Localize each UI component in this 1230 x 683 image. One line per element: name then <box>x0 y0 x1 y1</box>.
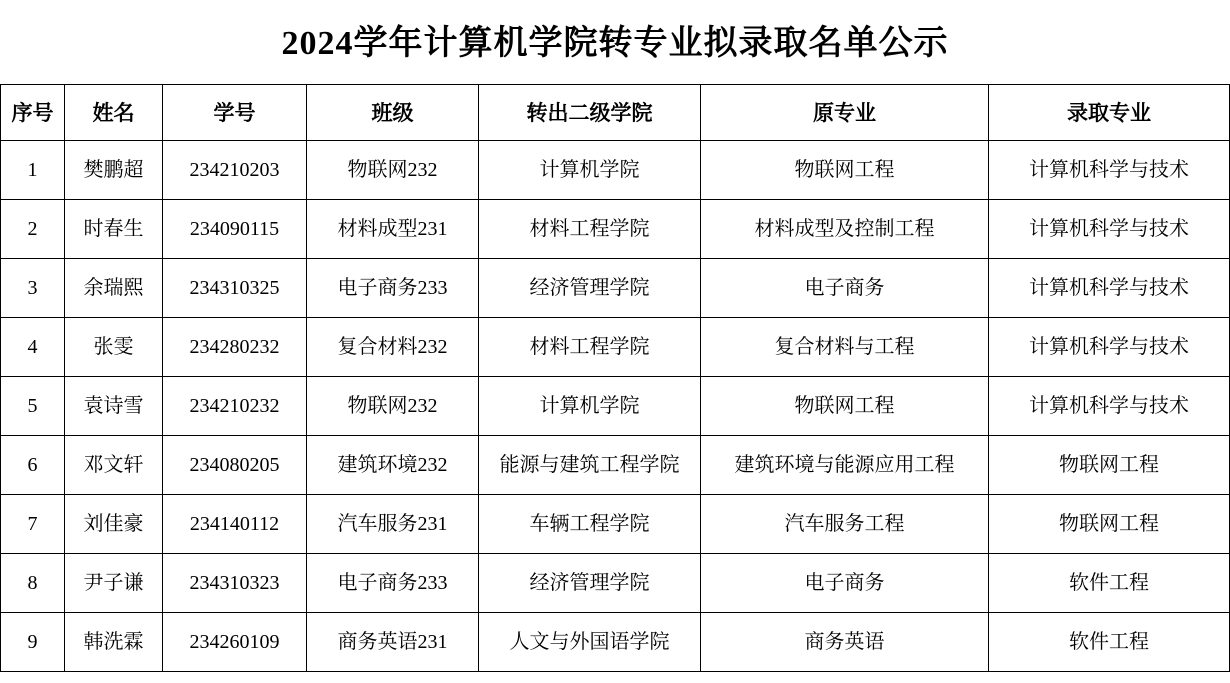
cell-index: 9 <box>1 613 65 672</box>
cell-class: 材料成型231 <box>307 200 479 259</box>
cell-from-college: 计算机学院 <box>479 377 701 436</box>
cell-student-id: 234210232 <box>163 377 307 436</box>
table-row <box>1 318 1230 377</box>
cell-class: 物联网232 <box>307 141 479 200</box>
cell-admitted-major: 计算机科学与技术 <box>989 141 1230 200</box>
cell-index: 4 <box>1 318 65 377</box>
cell-name: 刘佳豪 <box>65 495 163 554</box>
cell-name: 尹子谦 <box>65 554 163 613</box>
cell-index: 6 <box>1 436 65 495</box>
cell-admitted-major: 计算机科学与技术 <box>989 200 1230 259</box>
cell-class: 物联网232 <box>307 377 479 436</box>
cell-name: 樊鹏超 <box>65 141 163 200</box>
table-row <box>1 141 1230 200</box>
cell-student-id: 234080205 <box>163 436 307 495</box>
table-header <box>1 85 1230 141</box>
cell-original-major: 商务英语 <box>701 613 989 672</box>
cell-index: 7 <box>1 495 65 554</box>
cell-index: 3 <box>1 259 65 318</box>
cell-original-major: 材料成型及控制工程 <box>701 200 989 259</box>
table-row <box>1 495 1230 554</box>
column-header-student-id: 学号 <box>163 85 307 141</box>
table-row <box>1 259 1230 318</box>
cell-admitted-major: 物联网工程 <box>989 436 1230 495</box>
cell-name: 张雯 <box>65 318 163 377</box>
cell-name: 韩洗霖 <box>65 613 163 672</box>
cell-student-id: 234310323 <box>163 554 307 613</box>
cell-admitted-major: 软件工程 <box>989 613 1230 672</box>
table-row <box>1 200 1230 259</box>
cell-admitted-major: 计算机科学与技术 <box>989 318 1230 377</box>
table-row <box>1 436 1230 495</box>
column-header-class: 班级 <box>307 85 479 141</box>
cell-index: 1 <box>1 141 65 200</box>
cell-class: 汽车服务231 <box>307 495 479 554</box>
cell-admitted-major: 物联网工程 <box>989 495 1230 554</box>
cell-from-college: 人文与外国语学院 <box>479 613 701 672</box>
cell-student-id: 234260109 <box>163 613 307 672</box>
cell-class: 建筑环境232 <box>307 436 479 495</box>
cell-original-major: 汽车服务工程 <box>701 495 989 554</box>
admission-list-table <box>0 84 1230 672</box>
cell-class: 复合材料232 <box>307 318 479 377</box>
table-header-row <box>1 85 1230 141</box>
column-header-index: 序号 <box>1 85 65 141</box>
cell-from-college: 车辆工程学院 <box>479 495 701 554</box>
table-row <box>1 613 1230 672</box>
table-body <box>1 141 1230 672</box>
cell-name: 时春生 <box>65 200 163 259</box>
cell-class: 商务英语231 <box>307 613 479 672</box>
cell-original-major: 物联网工程 <box>701 141 989 200</box>
cell-student-id: 234210203 <box>163 141 307 200</box>
table-row <box>1 377 1230 436</box>
cell-from-college: 材料工程学院 <box>479 318 701 377</box>
column-header-from-college: 转出二级学院 <box>479 85 701 141</box>
cell-index: 2 <box>1 200 65 259</box>
cell-from-college: 经济管理学院 <box>479 554 701 613</box>
cell-name: 邓文轩 <box>65 436 163 495</box>
cell-admitted-major: 软件工程 <box>989 554 1230 613</box>
cell-index: 8 <box>1 554 65 613</box>
cell-from-college: 材料工程学院 <box>479 200 701 259</box>
cell-original-major: 复合材料与工程 <box>701 318 989 377</box>
cell-student-id: 234310325 <box>163 259 307 318</box>
cell-original-major: 电子商务 <box>701 554 989 613</box>
cell-original-major: 物联网工程 <box>701 377 989 436</box>
cell-index: 5 <box>1 377 65 436</box>
cell-class: 电子商务233 <box>307 554 479 613</box>
table-row <box>1 554 1230 613</box>
cell-admitted-major: 计算机科学与技术 <box>989 377 1230 436</box>
cell-student-id: 234090115 <box>163 200 307 259</box>
cell-original-major: 电子商务 <box>701 259 989 318</box>
cell-from-college: 计算机学院 <box>479 141 701 200</box>
cell-original-major: 建筑环境与能源应用工程 <box>701 436 989 495</box>
cell-student-id: 234140112 <box>163 495 307 554</box>
cell-admitted-major: 计算机科学与技术 <box>989 259 1230 318</box>
cell-from-college: 经济管理学院 <box>479 259 701 318</box>
cell-name: 余瑞熙 <box>65 259 163 318</box>
column-header-name: 姓名 <box>65 85 163 141</box>
cell-student-id: 234280232 <box>163 318 307 377</box>
cell-class: 电子商务233 <box>307 259 479 318</box>
cell-name: 袁诗雪 <box>65 377 163 436</box>
page-title: 2024学年计算机学院转专业拟录取名单公示 <box>281 25 949 62</box>
cell-from-college: 能源与建筑工程学院 <box>479 436 701 495</box>
column-header-original-major: 原专业 <box>701 85 989 141</box>
column-header-admitted-major: 录取专业 <box>989 85 1230 141</box>
